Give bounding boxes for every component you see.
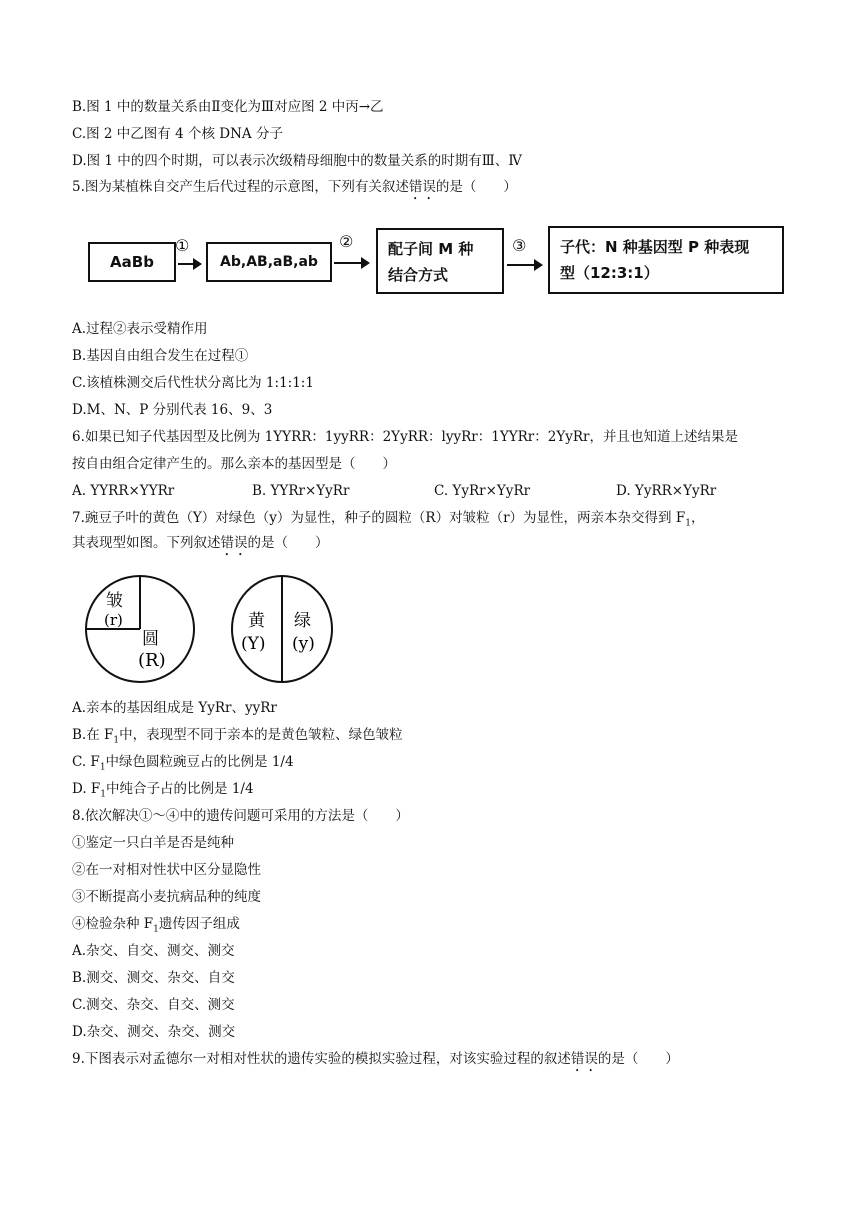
q5-stem: 5.图为某植株自交产生后代过程的示意图，下列有关叙述错误的是（ ）	[72, 179, 517, 195]
label-wrinkled: 皱	[106, 591, 123, 611]
q6-option-c: C. YyRr×YyRr	[434, 483, 531, 499]
gene-Y: (Y)	[241, 634, 266, 654]
q8-item-1: ①鉴定一只白羊是否是纯种	[72, 835, 234, 851]
flow-box-fertilization: 配子间 M 种 结合方式	[376, 228, 504, 294]
q7-emphasis: 错误	[220, 535, 248, 551]
flow-box-gametes: Ab,AB,aB,ab	[206, 242, 332, 282]
q5-option-b: B.基因自由组合发生在过程①	[72, 348, 249, 364]
gene-y: (y)	[292, 634, 315, 654]
q7-option-c: C. $F_1$中绿色圆粒豌豆占的比例是 1/4	[72, 754, 294, 773]
q7-option-b: B.在 $F_1$中，表现型不同于亲本的是黄色皱粒、绿色皱粒	[72, 727, 403, 746]
q8-item-3: ③不断提高小麦抗病品种的纯度	[72, 889, 261, 905]
q6-option-a: A. YYRR×YYRr	[72, 483, 175, 499]
gene-R: (R)	[138, 650, 166, 671]
q8-option-b: B.测交、测交、杂交、自交	[72, 970, 235, 986]
q9-stem: 9.下图表示对孟德尔一对相对性状的遗传实验的模拟实验过程，对该实验过程的叙述错误的是（ ）	[72, 1051, 679, 1067]
q8-option-a: A.杂交、自交、测交、测交	[72, 943, 235, 959]
q4-option-c: C.图 2 中乙图有 4 个核 DNA 分子	[72, 126, 283, 142]
arrow-1-icon	[178, 263, 200, 265]
q6-option-b: B. YYRr×YyRr	[252, 483, 350, 499]
q7-option-a: A.亲本的基因组成是 YyRr、yyRr	[72, 700, 277, 716]
q7-option-d: D. $F_1$中纯合子占的比例是 1/4	[72, 781, 254, 800]
q6-option-d: D. YyRR×YyRr	[616, 483, 717, 499]
label-yellow: 黄	[248, 611, 265, 631]
arrow-3-icon	[507, 264, 541, 266]
q7-stem-line1: 7.豌豆子叶的黄色（Y）对绿色（y）为显性，种子的圆粒（R）对皱粒（r）为显性，两亲本杂交得到 $F_1$，	[72, 510, 705, 529]
q8-stem: 8.依次解决①～④中的遗传问题可采用的方法是（ ）	[72, 808, 409, 824]
q9-emphasis: 错误	[570, 1051, 598, 1067]
label-round: 圆	[142, 629, 159, 649]
q4-option-b: B.图 1 中的数量关系由Ⅱ变化为Ⅲ对应图 2 中丙→乙	[72, 99, 384, 115]
q6-stem-line2: 按自由组合定律产生的。那么亲本的基因型是（ ）	[72, 456, 396, 472]
q5-option-a: A.过程②表示受精作用	[72, 321, 208, 337]
flow-box-offspring: 子代：N 种基因型 P 种表现 型（12:3:1）	[548, 226, 784, 294]
q5-option-d: D.M、N、P 分别代表 16、9、3	[72, 402, 273, 418]
gene-r: (r)	[104, 611, 123, 629]
q5-emphasis: 错误	[408, 179, 436, 195]
q8-option-d: D.杂交、测交、杂交、测交	[72, 1024, 236, 1040]
q6-stem-line1: 6.如果已知子代基因型及比例为 1YYRR：1yyRR：2YyRR：lyyRr：1YYRr：2YyRr，并且也知道上述结果是	[72, 429, 739, 445]
q8-option-c: C.测交、杂交、自交、测交	[72, 997, 235, 1013]
step-1-marker: ①	[175, 236, 190, 255]
q7-stem-line2: 其表现型如图。下列叙述错误的是（ ）	[72, 535, 329, 551]
q8-item-4: ④检验杂种 $F_1$遗传因子组成	[72, 916, 240, 935]
q4-option-d: D.图 1 中的四个时期，可以表示次级精母细胞中的数量关系的时期有Ⅲ、Ⅳ	[72, 153, 522, 169]
q5-option-c: C.该植株测交后代性状分离比为 1:1:1:1	[72, 375, 314, 391]
q8-item-2: ②在一对相对性状中区分显隐性	[72, 862, 261, 878]
q7-phenotype-figures	[78, 574, 348, 686]
label-green: 绿	[294, 611, 311, 631]
flow-box-parent: AaBb	[88, 242, 176, 282]
arrow-2-icon	[334, 262, 368, 264]
step-3-marker: ③	[512, 236, 527, 255]
step-2-marker: ②	[339, 232, 354, 251]
